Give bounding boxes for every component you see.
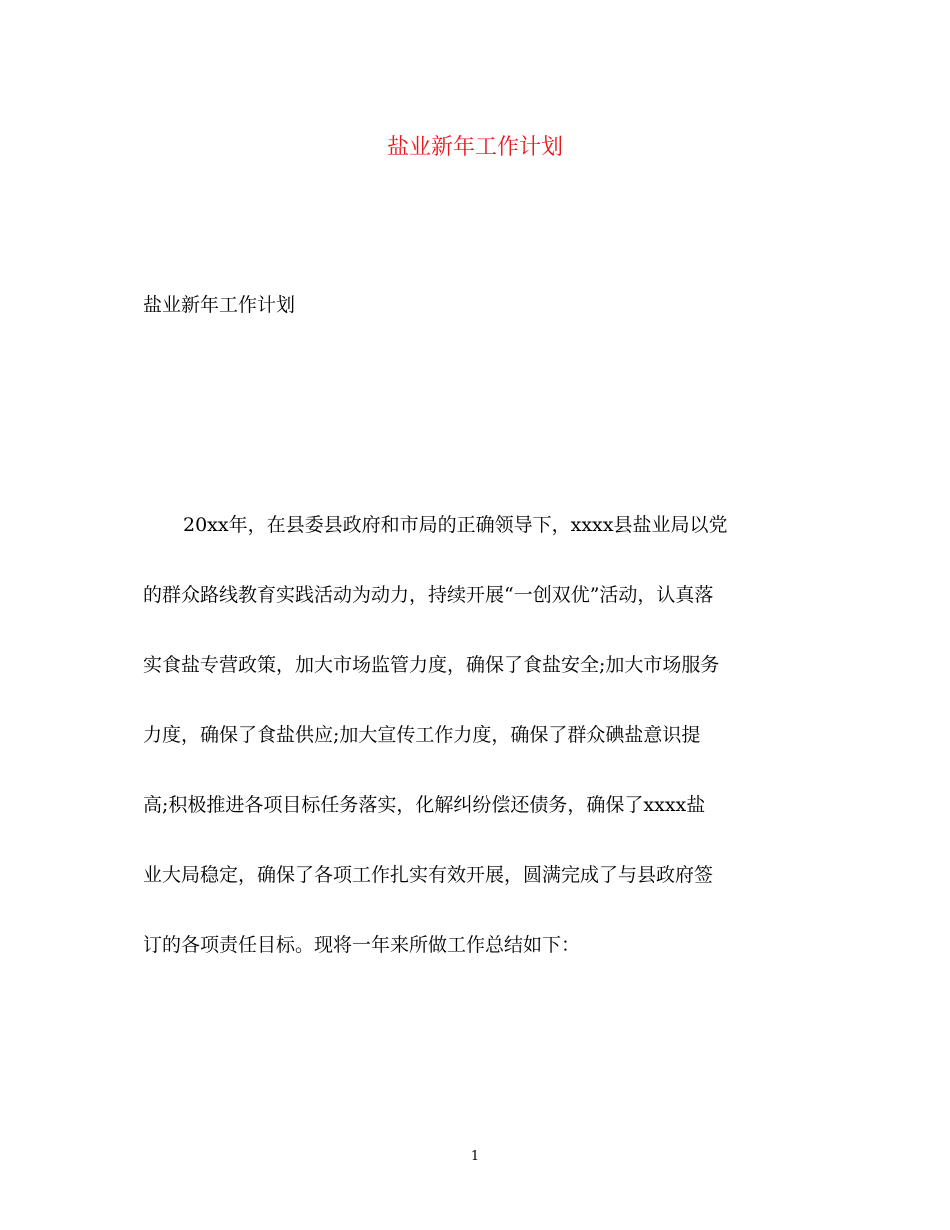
paragraph-line: 业大局稳定，确保了各项工作扎实有效开展，圆满完成了与县政府签 (143, 864, 714, 886)
paragraph-line: 力度，确保了食盐供应;加大宣传工作力度，确保了群众碘盐意识提 (143, 724, 701, 746)
page-number: 1 (470, 1149, 480, 1164)
paragraph-line: 的群众路线教育实践活动为动力，持续开展“一创双优”活动，认真落 (143, 584, 714, 606)
document-subtitle: 盐业新年工作计划 (143, 294, 296, 316)
page-title: 盐业新年工作计划 (386, 135, 563, 160)
paragraph-line: 20xx年，在县委县政府和市局的正确领导下，xxxx县盐业局以党 (183, 514, 728, 536)
paragraph-line: 实食盐专营政策，加大市场监管力度，确保了食盐安全;加大市场服务 (143, 654, 720, 676)
paragraph-line: 高;积极推进各项目标任务落实，化解纠纷偿还债务，确保了xxxx盐 (143, 794, 706, 816)
body-paragraph (143, 508, 809, 998)
paragraph-line: 订的各项责任目标。现将一年来所做工作总结如下： (143, 934, 581, 956)
